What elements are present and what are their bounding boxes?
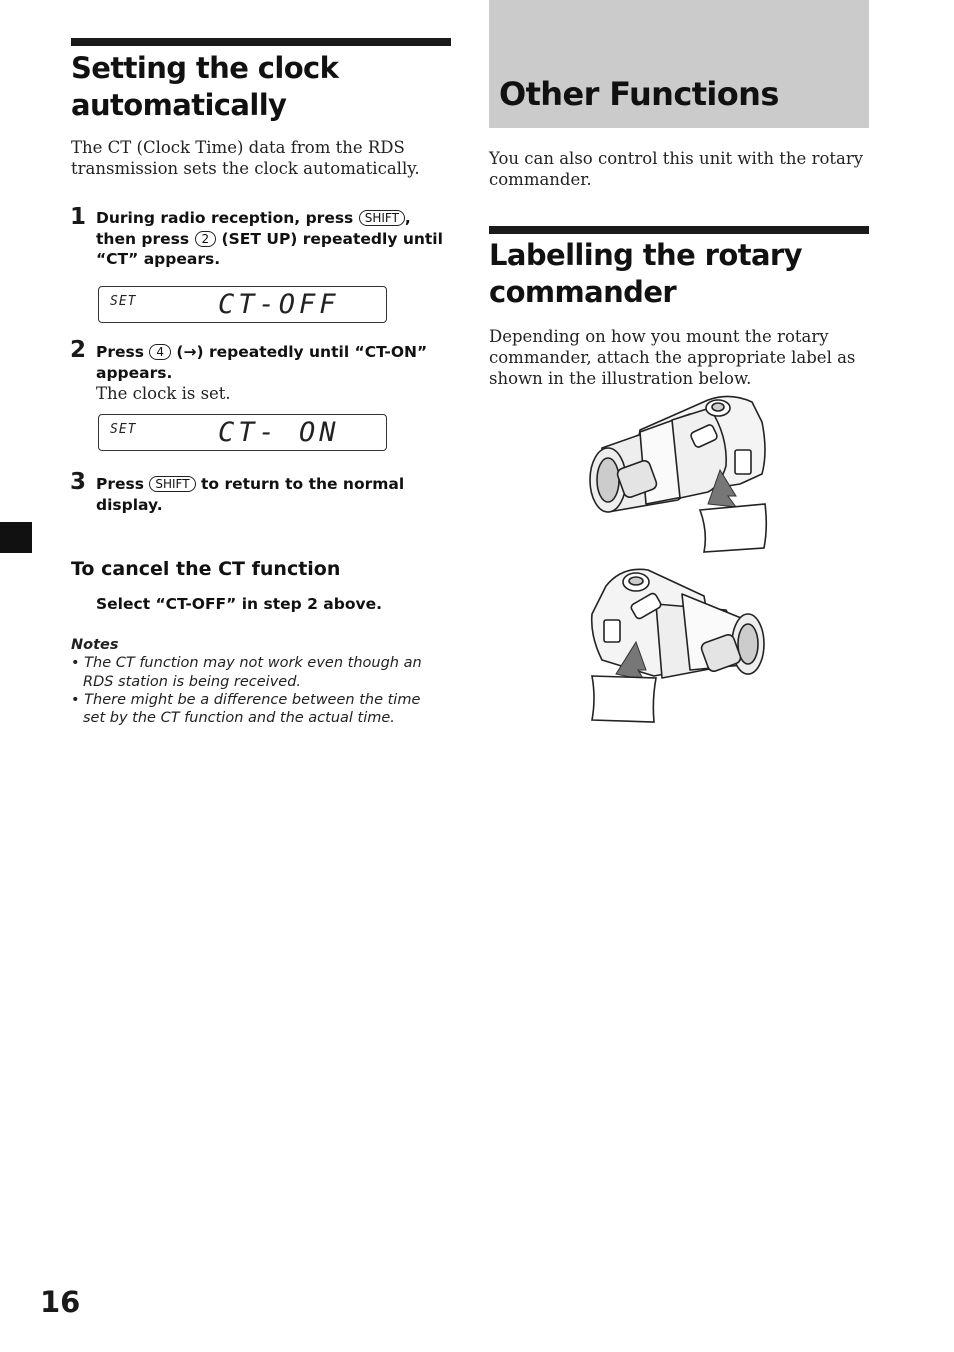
step-1-number: 1 [70, 204, 87, 230]
lcd-display-ct-on [98, 414, 387, 451]
key-4: 4 [149, 344, 171, 360]
lcd-big-text: CT-OFF [218, 289, 340, 320]
lcd-big-text: CT- ON [218, 417, 340, 448]
step-3-number: 3 [70, 469, 87, 495]
cancel-text: Select “CT-OFF” in step 2 above. [96, 595, 382, 613]
shift-key: SHIFT [359, 210, 405, 226]
step-2-text: Press 4 (→) repeatedly until “CT-ON” appears. The clock is set. [96, 343, 428, 403]
shift-key: SHIFT [149, 476, 195, 492]
page-number: 16 [40, 1285, 81, 1319]
cancel-heading: To cancel the CT function [71, 558, 341, 580]
lcd-small-text: SET [110, 294, 137, 309]
step-3-text: Press SHIFT to return to the normal display. [96, 475, 405, 514]
rotary-commander-illustration-left [586, 564, 776, 726]
chapter-title: Other Functions [499, 75, 779, 113]
section-title-clock: Setting the clock automatically [71, 51, 339, 122]
lcd-display-ct-off [98, 286, 387, 323]
step-2-number: 2 [70, 337, 87, 363]
section-title-labelling: Labelling the rotary commander [489, 238, 802, 309]
lcd-small-text: SET [110, 422, 137, 437]
step-1-text: During radio reception, press SHIFT , then press 2 (SET UP) repeatedly until “CT” appears. [96, 209, 443, 268]
title-rule [71, 38, 451, 46]
section-tab-marker [0, 522, 32, 553]
rotary-commander-illustration-right [580, 392, 780, 558]
notes-heading: Notes [71, 637, 119, 653]
labelling-text: Depending on how you mount the rotary commander, attach the appropriate label as shown in the illustration below. [489, 327, 856, 388]
title-rule [489, 226, 869, 234]
key-2: 2 [195, 231, 217, 247]
clock-intro: The CT (Clock Time) data from the RDS transmission sets the clock automatically. [71, 138, 420, 178]
other-functions-intro: You can also control this unit with the rotary commander. [489, 149, 864, 189]
notes: Notes • The CT function may not work even though an RDS station is being received. • There might be a difference between the time set by the CT function and the actual time. [71, 636, 451, 727]
